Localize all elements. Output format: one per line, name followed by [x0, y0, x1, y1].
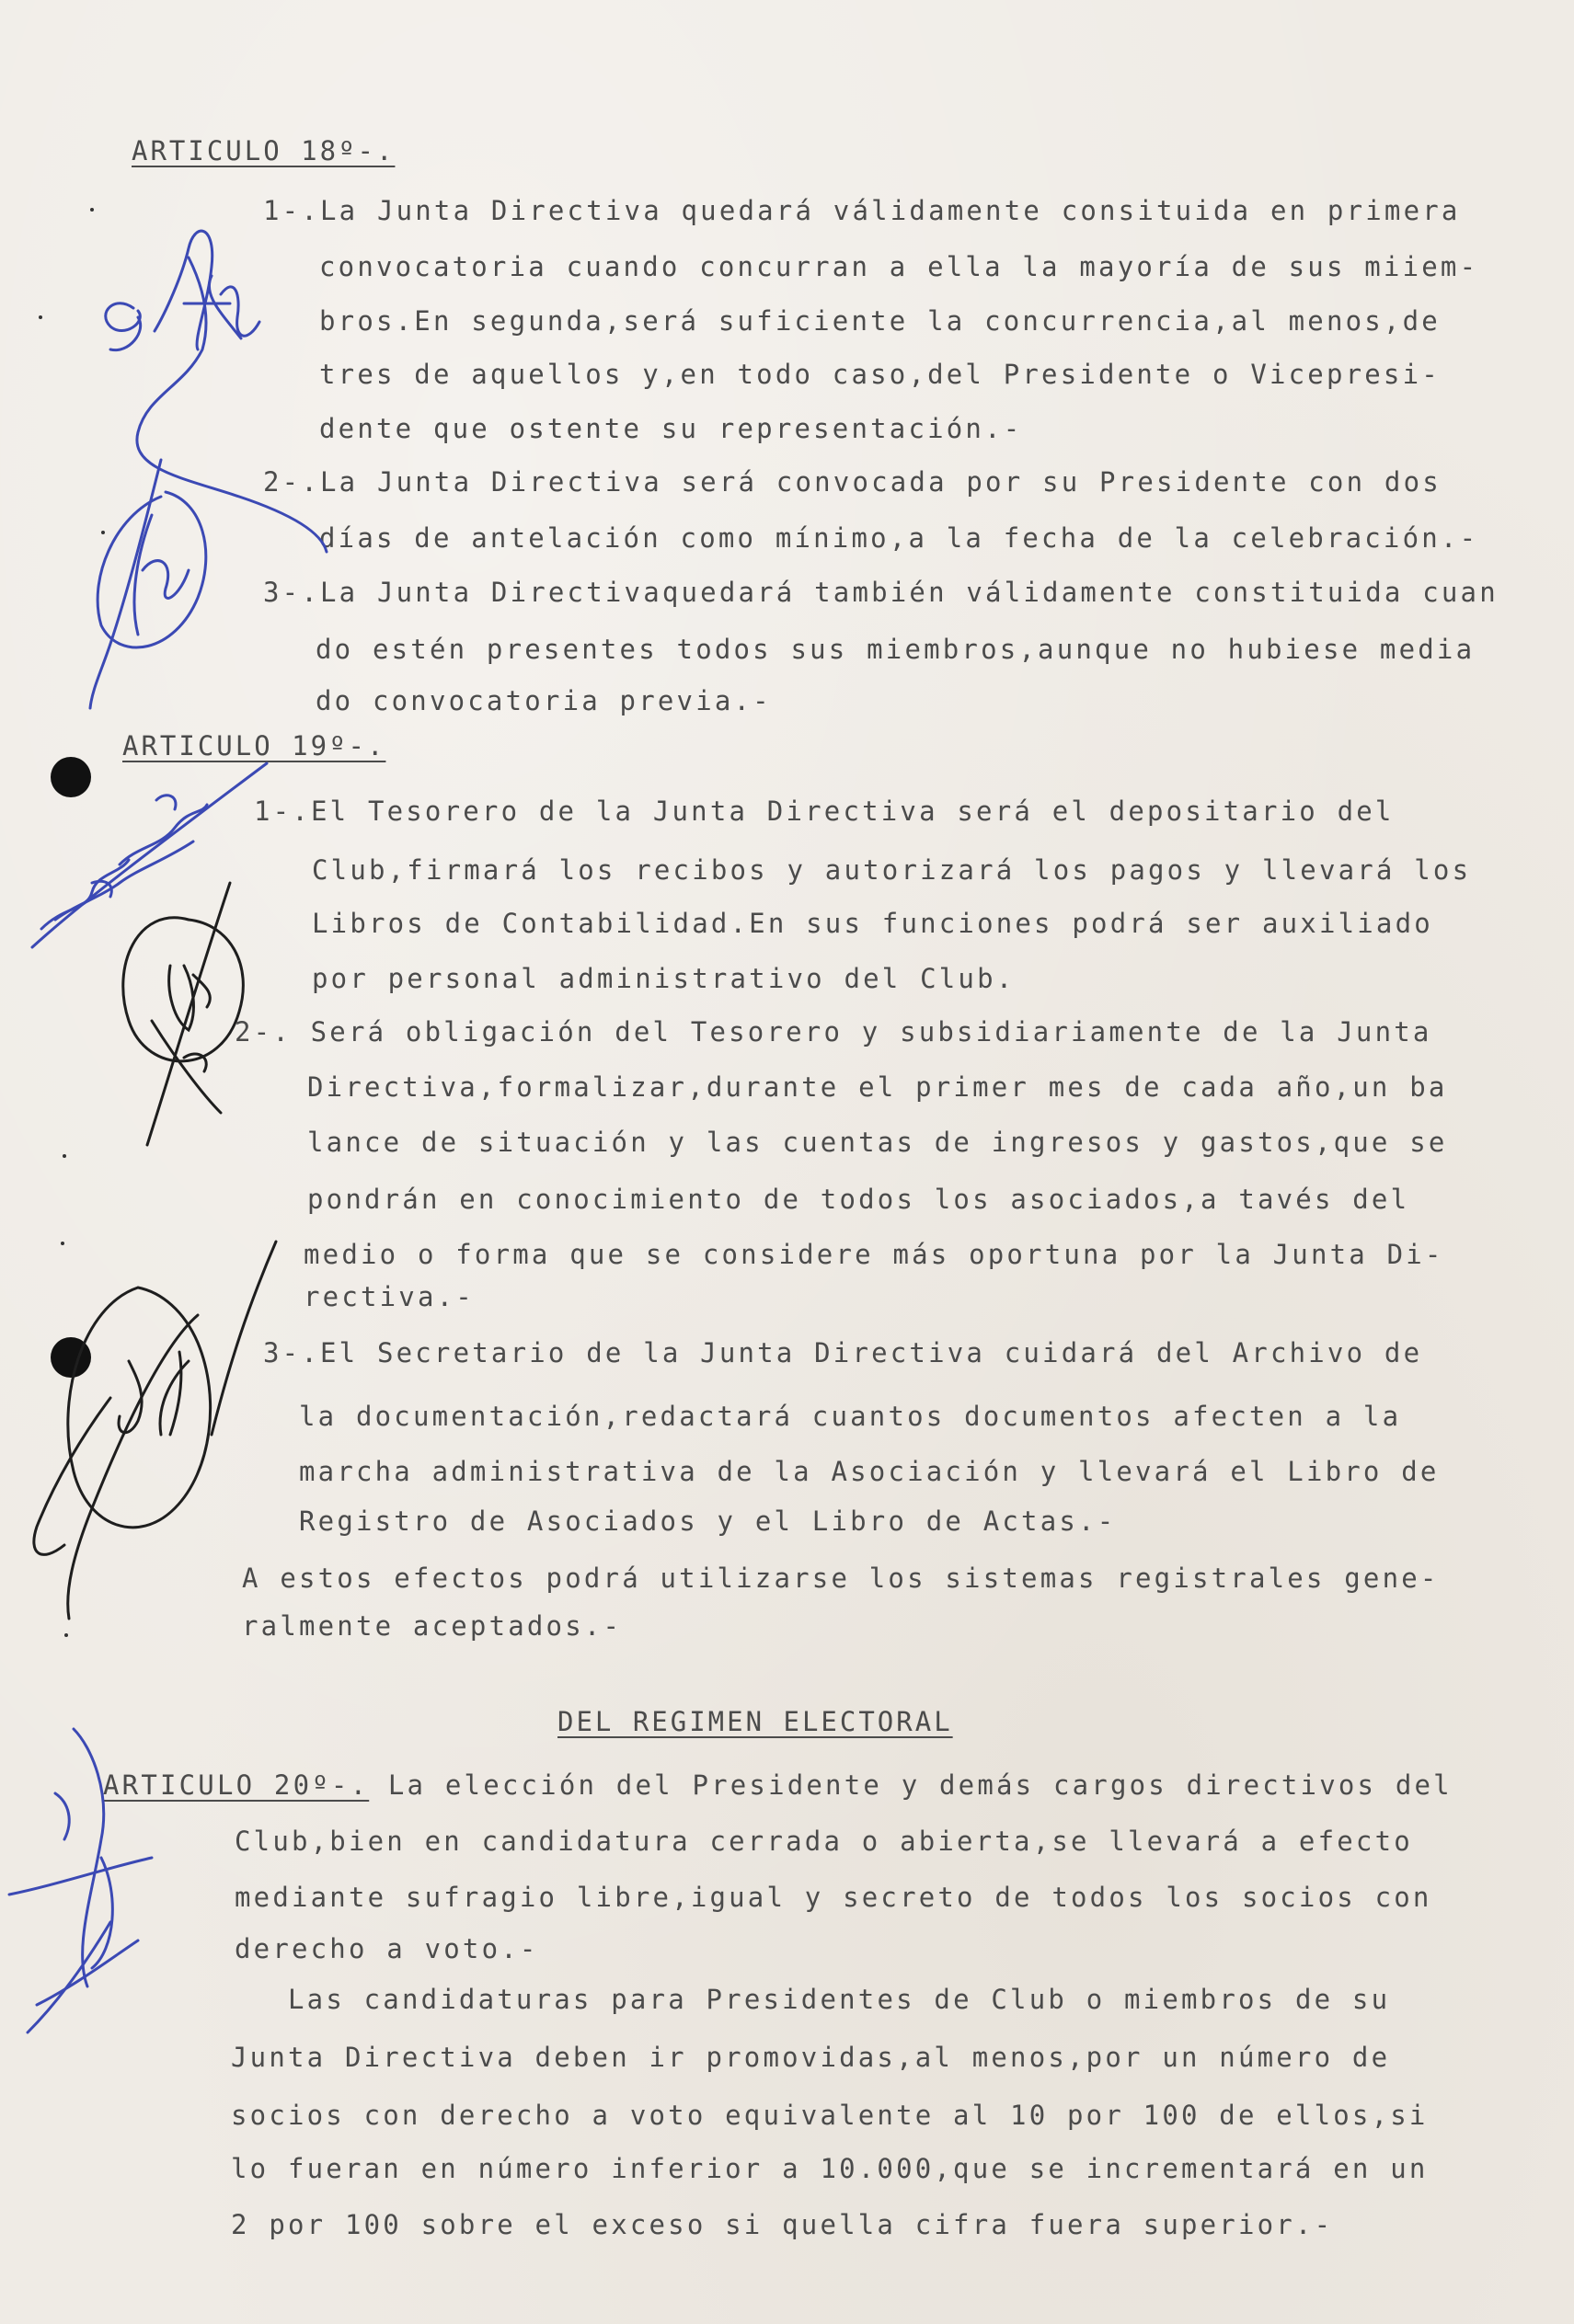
paper-speck: [61, 1242, 64, 1245]
article-20-line: Junta Directiva deben ir promovidas,al menos,por un número de: [231, 2042, 1391, 2073]
signature-5: [34, 1242, 276, 1619]
article-19-heading: ARTICULO 19º-.: [122, 730, 386, 761]
article-18-line: 2-.La Junta Directiva será convocada por su Presidente con dos: [263, 466, 1442, 498]
article-20-first-line: [103, 1769, 1453, 1801]
article-20-line: Las candidaturas para Presidentes de Club o miembros de su: [288, 1984, 1391, 2015]
article-20-line: socios con derecho a voto equivalente al 10 por 100 de ellos,si: [231, 2100, 1429, 2131]
article-19-line: marcha administrativa de la Asociación y llevará el Libro de: [299, 1456, 1440, 1487]
article-18-line: 3-.La Junta Directivaquedará también válidamente constituida cuan: [263, 577, 1499, 608]
signature-4: [123, 883, 244, 1145]
article-19-line: Libros de Contabilidad.En sus funciones podrá ser auxiliado: [312, 908, 1433, 939]
paper-speck: [101, 531, 105, 534]
article-19-line: A estos efectos podrá utilizarse los sistemas registrales gene-: [242, 1563, 1440, 1594]
article-19-line: rectiva.-: [304, 1281, 475, 1312]
article-20-heading: ARTICULO 20º-.: [103, 1769, 370, 1801]
article-20-line: mediante sufragio libre,igual y secreto de todos los socios con: [235, 1882, 1432, 1913]
article-18-line: do convocatoria previa.-: [316, 685, 772, 716]
paper-speck: [64, 1633, 68, 1637]
article-20-line: derecho a voto.-: [235, 1933, 539, 1964]
paper-speck: [63, 1154, 66, 1158]
article-19-line: 1-.El Tesorero de la Junta Directiva será el depositario del: [254, 796, 1395, 827]
article-19-line: la documentación,redactará cuantos documentos afecten a la: [299, 1401, 1402, 1432]
article-20-line: 2 por 100 sobre el exceso si quella cifra fuera superior.-: [231, 2209, 1334, 2240]
article-18-heading: ARTICULO 18º-.: [132, 135, 396, 166]
article-19-line: lance de situación y las cuentas de ingresos y gastos,que se: [307, 1127, 1448, 1158]
article-19-line: Registro de Asociados y el Libro de Actas.-: [299, 1505, 1117, 1537]
signature-2: [90, 460, 206, 708]
paper-speck: [39, 315, 42, 319]
article-18-line: do estén presentes todos sus miembros,aunque no hubiese media: [316, 634, 1476, 665]
punch-hole: [51, 757, 91, 797]
article-19-line: pondrán en conocimiento de todos los asociados,a tavés del: [307, 1184, 1410, 1215]
article-18-line: convocatoria cuando concurran a ella la mayoría de sus miiem-: [319, 251, 1479, 282]
article-19-line: Club,firmará los recibos y autorizará los pagos y llevará los: [312, 854, 1472, 886]
article-20-line: Club,bien en candidatura cerrada o abierta,se llevará a efecto: [235, 1826, 1413, 1857]
article-19-line: 3-.El Secretario de la Junta Directiva cuidará del Archivo de: [263, 1337, 1423, 1368]
signature-1: [106, 231, 327, 552]
article-18-line: días de antelación como mínimo,a la fecha de la celebración.-: [319, 522, 1479, 554]
article-20-first-line-text: La elección del Presidente y demás cargos directivos del: [369, 1769, 1453, 1801]
punch-hole: [51, 1337, 91, 1378]
article-18-line: 1-.La Junta Directiva quedará válidamente consituida en primera: [263, 195, 1461, 226]
article-18-line: dente que ostente su representación.-: [319, 413, 1023, 444]
article-19-line: ralmente aceptados.-: [242, 1610, 623, 1642]
paper-speck: [90, 208, 94, 212]
article-19-line: 2-. Será obligación del Tesorero y subsidiariamente de la Junta: [235, 1016, 1432, 1048]
article-20-line: lo fueran en número inferior a 10.000,que se incrementará en un: [231, 2153, 1429, 2184]
article-19-line: por personal administrativo del Club.: [312, 963, 1016, 994]
article-19-line: medio o forma que se considere más oportuna por la Junta Di-: [304, 1239, 1444, 1270]
article-19-line: Directiva,formalizar,durante el primer mes de cada año,un ba: [307, 1071, 1448, 1103]
section-title: DEL REGIMEN ELECTORAL: [557, 1706, 953, 1737]
article-18-line: tres de aquellos y,en todo caso,del Presidente o Vicepresi-: [319, 359, 1441, 390]
article-18-line: bros.En segunda,será suficiente la concurrencia,al menos,de: [319, 305, 1441, 337]
